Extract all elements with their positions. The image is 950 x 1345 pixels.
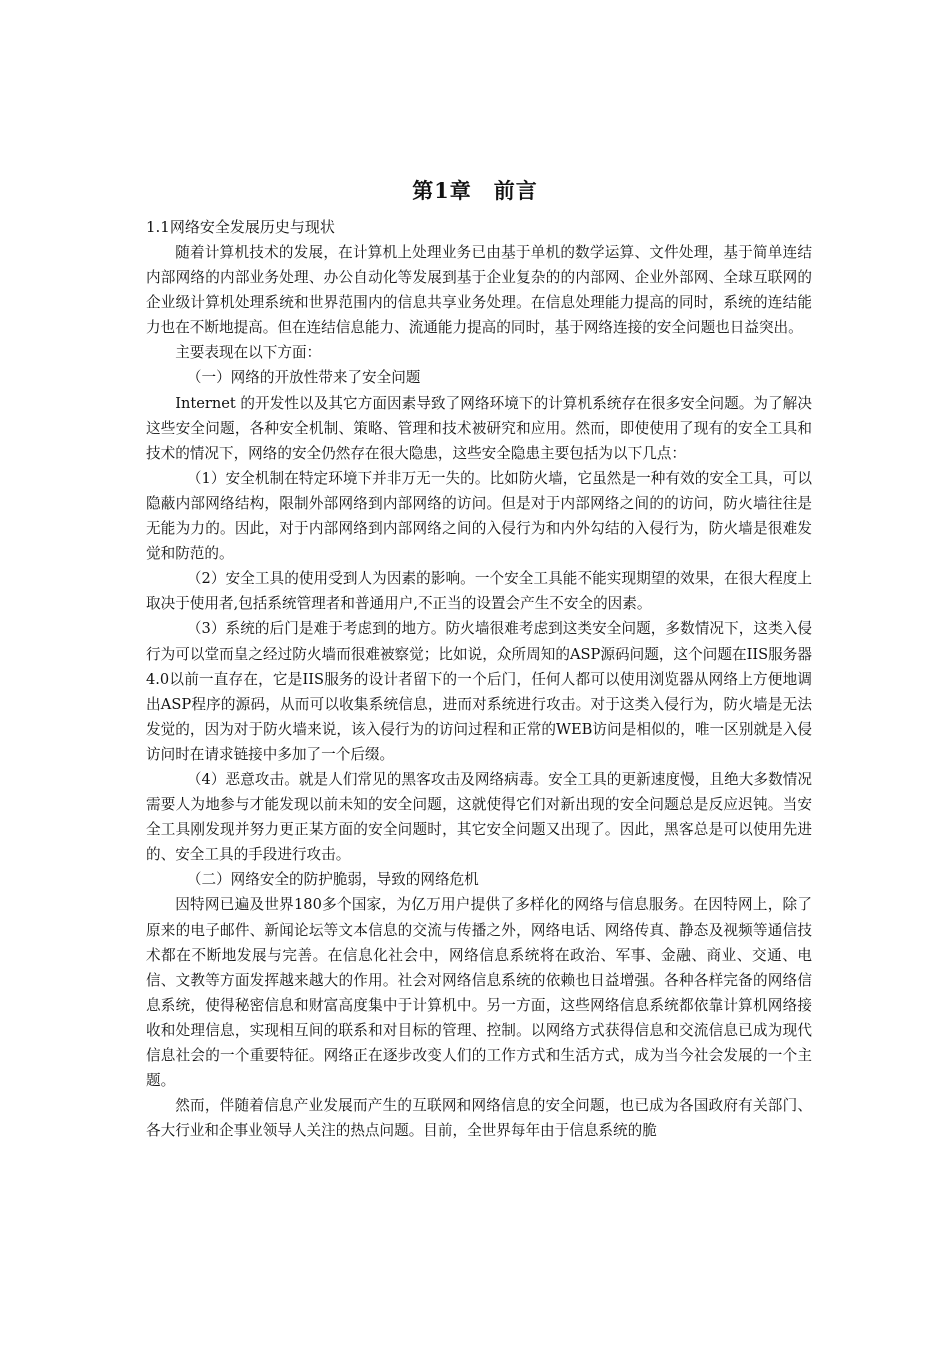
point-1-paragraph: （1）安全机制在特定环境下并非万无一失的。比如防火墙，它虽然是一种有效的安全工具，可以隐蔽内部网络结构，限制外部网络到内部网络的访问。但是对于内部网络之间的的访问，防火墙往往是无能为力的。因此，对于内部网络到内部网络之间的入侵行为和内外勾结的入侵行为，防火墙是很难发觉和防范的。 [146, 469, 812, 563]
point-2-paragraph: （2）安全工具的使用受到人为因素的影响。一个安全工具能不能实现期望的效果，在很大程度上取决于使用者,包括系统管理者和普通用户,不正当的设置会产生不安全的因素。 [146, 570, 812, 613]
subheading-weak-protection: （二）网络安全的防护脆弱，导致的网络危机 [186, 871, 479, 889]
section-heading: 1.1网络安全发展历史与现状 [146, 218, 335, 236]
security-concern-paragraph: 然而，伴随着信息产业发展而产生的互联网和网络信息的安全问题，也已成为各国政府有关部门、各大行业和企事业领导人关注的热点问题。目前，全世界每年由于信息系统的脆 [146, 1097, 812, 1140]
point-3-paragraph: （3）系统的后门是难于考虑到的地方。防火墙很难考虑到这类安全问题，多数情况下，这类入侵行为可以堂而皇之经过防火墙而很难被察觉；比如说，众所周知的ASP源码问题，这个问题在IIS服务器4.0以前一直存在，它是IIS服务的设计者留下的一个后门，任何人都可以使用浏览器从网络上方便地调出ASP程序的源码，从而可以收集系统信息，进而对系统进行攻击。对于这类入侵行为，防火墙是无法发觉的，因为对于防火墙来说，该入侵行为的访问过程和正常的WEB访问是相似的，唯一区别就是入侵访问时在请求链接中多加了一个后缀。 [146, 620, 812, 763]
internet-openness-paragraph: Internet 的开发性以及其它方面因素导致了网络环境下的计算机系统存在很多安全问题。为了解决这些安全问题，各种安全机制、策略、管理和技术被研究和应用。然而，即使使用了现有的安全工具和技术的情况下，网络的安全仍然存在很大隐患，这些安全隐患主要包括为以下几点： [146, 394, 812, 462]
chapter-title: 第1章 前言 [412, 178, 538, 203]
internet-reach-paragraph: 因特网已遍及世界180多个国家，为亿万用户提供了多样化的网络与信息服务。在因特网上，除了原来的电子邮件、新闻论坛等文本信息的交流与传播之外，网络电话、网络传真、静态及视频等通信技术都在不断地发展与完善。在信息化社会中，网络信息系统将在政治、军事、金融、商业、交通、电信、文教等方面发挥越来越大的作用。社会对网络信息系统的依赖也日益增强。各种各样完备的网络信息系统，使得秘密信息和财富高度集中于计算机中。另一方面，这些网络信息系统都依靠计算机网络接收和处理信息，实现相互间的联系和对目标的管理、控制。以网络方式获得信息和交流信息已成为现代信息社会的一个重要特征。网络正在逐步改变人们的工作方式和生活方式，成为当今社会发展的一个主题。 [146, 896, 812, 1090]
intro-paragraph: 随着计算机技术的发展，在计算机上处理业务已由基于单机的数学运算、文件处理，基于简单连结内部网络的内部业务处理、办公自动化等发展到基于企业复杂的的内部网、企业外部网、全球互联网的企业级计算机处理系统和世界范围内的信息共享业务处理。在信息处理能力提高的同时，系统的连结能力也在不断地提高。但在连结信息能力、流通能力提高的同时，基于网络连接的安全问题也日益突出。 [146, 244, 812, 337]
main-aspects-paragraph: 主要表现在以下方面： [175, 344, 322, 362]
document-body [146, 214, 812, 1143]
subheading-openness: （一）网络的开放性带来了安全问题 [186, 369, 421, 387]
point-4-paragraph: （4）恶意攻击。就是人们常见的黑客攻击及网络病毒。安全工具的更新速度慢，且绝大多数情况需要人为地参与才能发现以前未知的安全问题，这就使得它们对新出现的安全问题总是反应迟钝。当安全工具刚发现并努力更正某方面的安全问题时，其它安全问题又出现了。因此，黑客总是可以使用先进的、安全工具的手段进行攻击。 [146, 770, 812, 864]
